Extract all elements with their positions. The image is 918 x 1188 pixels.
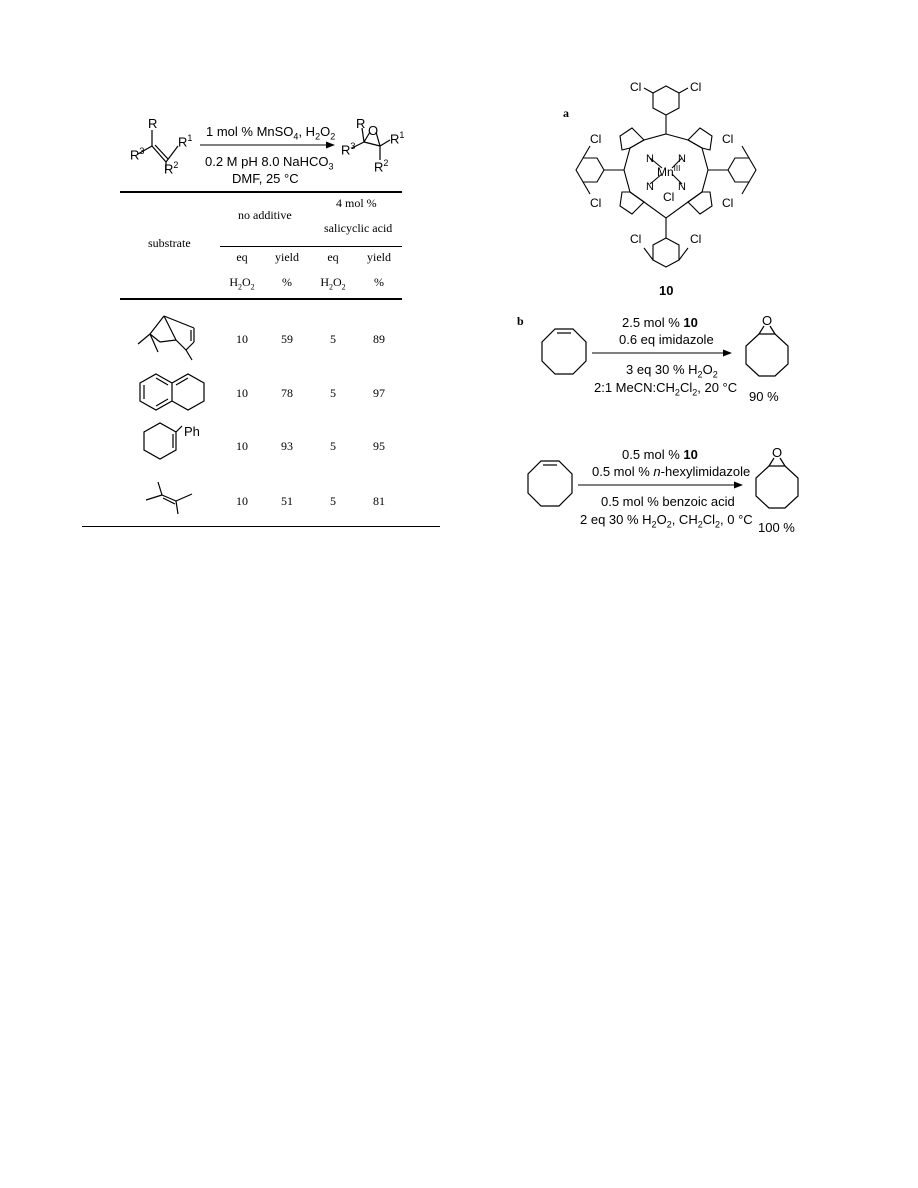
row-2-yield1: 78 xyxy=(281,386,293,400)
cl-top-right: Cl xyxy=(690,80,702,94)
subheader-eq-1: eq xyxy=(236,250,248,264)
cl-left-top: Cl xyxy=(590,132,602,146)
rxn2-line2: 0.5 mol % n-hexylimidazole xyxy=(592,464,751,479)
subheader-eq-2: eq xyxy=(327,250,339,264)
cl-right-bottom: Cl xyxy=(722,196,734,210)
cl-left-bottom: Cl xyxy=(590,196,602,210)
phenyl-label: Ph xyxy=(184,424,200,439)
rxn1-arrow xyxy=(592,348,732,358)
manganese-label: $Mn^{III}$ xyxy=(657,164,681,179)
group-header-acid-line1: 4 mol % xyxy=(336,196,377,210)
table-header-rule xyxy=(120,298,402,300)
row-4-yield2: 81 xyxy=(373,494,385,508)
row-1-eq1: 10 xyxy=(236,332,248,346)
row-3-eq2: 5 xyxy=(330,439,336,453)
rxn2-line3: 0.5 mol % benzoic acid xyxy=(601,494,735,509)
subheader-yield-1: yield xyxy=(275,250,299,264)
cyclooctene-structure-2 xyxy=(526,460,574,508)
subheader-yield-2: yield xyxy=(367,250,391,264)
row-4-eq1: 10 xyxy=(236,494,248,508)
tetramethylethylene-structure xyxy=(140,478,200,518)
product-r1-label: $R^1$ xyxy=(390,130,405,147)
product-o-label: O xyxy=(368,123,379,138)
rxn1-line3: 3 eq 30 % $H_2O_2$ xyxy=(626,362,718,380)
svg-text:N: N xyxy=(678,181,686,193)
row-3-yield1: 93 xyxy=(281,439,293,453)
table-sub-rule xyxy=(220,246,402,247)
cl-top-left: Cl xyxy=(630,80,642,94)
rxn2-epoxide-o: O xyxy=(772,445,783,460)
rxn2-arrow xyxy=(578,480,743,490)
column-header-substrate: substrate xyxy=(148,236,191,250)
rxn1-epoxide-o: O xyxy=(762,313,773,328)
substrate-r3-label: $R^3$ xyxy=(130,146,145,163)
rxn1-yield: 90 % xyxy=(749,389,779,404)
row-1-yield2: 89 xyxy=(373,332,385,346)
cl-bottom-right: Cl xyxy=(690,232,702,246)
row-2-eq2: 5 xyxy=(330,386,336,400)
row-2-yield2: 97 xyxy=(373,386,385,400)
compound-number-10: 10 xyxy=(659,283,674,298)
panel-a-letter: a xyxy=(563,106,569,120)
conditions-above-arrow: 1 mol % MnSO$_4$, $H_2O_2$ xyxy=(206,124,336,142)
row-2-eq1: 10 xyxy=(236,386,248,400)
row-3-yield2: 95 xyxy=(373,439,385,453)
cyclooctene-structure-1 xyxy=(540,328,588,376)
unit-h2o2-2: $H_2O_2$ xyxy=(320,275,346,292)
alpha-pinene-structure xyxy=(136,312,216,364)
table-top-rule xyxy=(120,191,402,193)
rxn1-line1: 2.5 mol % 10 xyxy=(622,315,698,330)
row-1-yield1: 59 xyxy=(281,332,293,346)
panel-b-letter: b xyxy=(517,314,524,328)
unit-h2o2-1: $H_2O_2$ xyxy=(229,275,255,292)
substrate-r2-label: $R^2$ xyxy=(164,160,179,177)
svg-text:N: N xyxy=(678,153,686,165)
unit-pct-1: % xyxy=(282,275,292,289)
group-header-no-additive: no additive xyxy=(238,208,292,222)
rxn1-line2: 0.6 eq imidazole xyxy=(619,332,714,347)
dihydronaphthalene-structure xyxy=(136,372,216,414)
product-r3-label: $R^3$ xyxy=(341,141,356,158)
row-3-eq1: 10 xyxy=(236,439,248,453)
rxn2-line4: 2 eq 30 % $H_2O_2$, $CH_2Cl_2$, 0 °C xyxy=(580,512,753,530)
rxn2-line1: 0.5 mol % 10 xyxy=(622,447,698,462)
cl-right-top: Cl xyxy=(722,132,734,146)
row-1-eq2: 5 xyxy=(330,332,336,346)
substrate-r1-label: $R^1$ xyxy=(178,133,193,150)
reaction-arrow xyxy=(200,140,335,150)
phenylcyclohexene-structure xyxy=(136,422,216,468)
unit-pct-2: % xyxy=(374,275,384,289)
rxn1-line4: 2:1 $MeCN:CH_2Cl_2$, 20 °C xyxy=(594,380,738,398)
row-4-eq2: 5 xyxy=(330,494,336,508)
table-bottom-rule xyxy=(82,526,440,527)
conditions-below-arrow-1: 0.2 M pH 8.0 NaHCO$_3$ xyxy=(205,154,334,172)
svg-text:N: N xyxy=(646,181,654,193)
cl-bottom-left: Cl xyxy=(630,232,642,246)
product-r2-label: $R^2$ xyxy=(374,158,389,175)
group-header-acid-line2: salicyclic acid xyxy=(324,221,393,235)
substrate-r-label: R xyxy=(148,116,158,131)
svg-text:N: N xyxy=(646,153,654,165)
product-r-label: R xyxy=(356,116,366,131)
rxn2-yield: 100 % xyxy=(758,520,795,535)
conditions-below-arrow-2: DMF, 25 °C xyxy=(232,171,299,186)
row-4-yield1: 51 xyxy=(281,494,293,508)
axial-chloride-label: Cl xyxy=(663,190,675,204)
